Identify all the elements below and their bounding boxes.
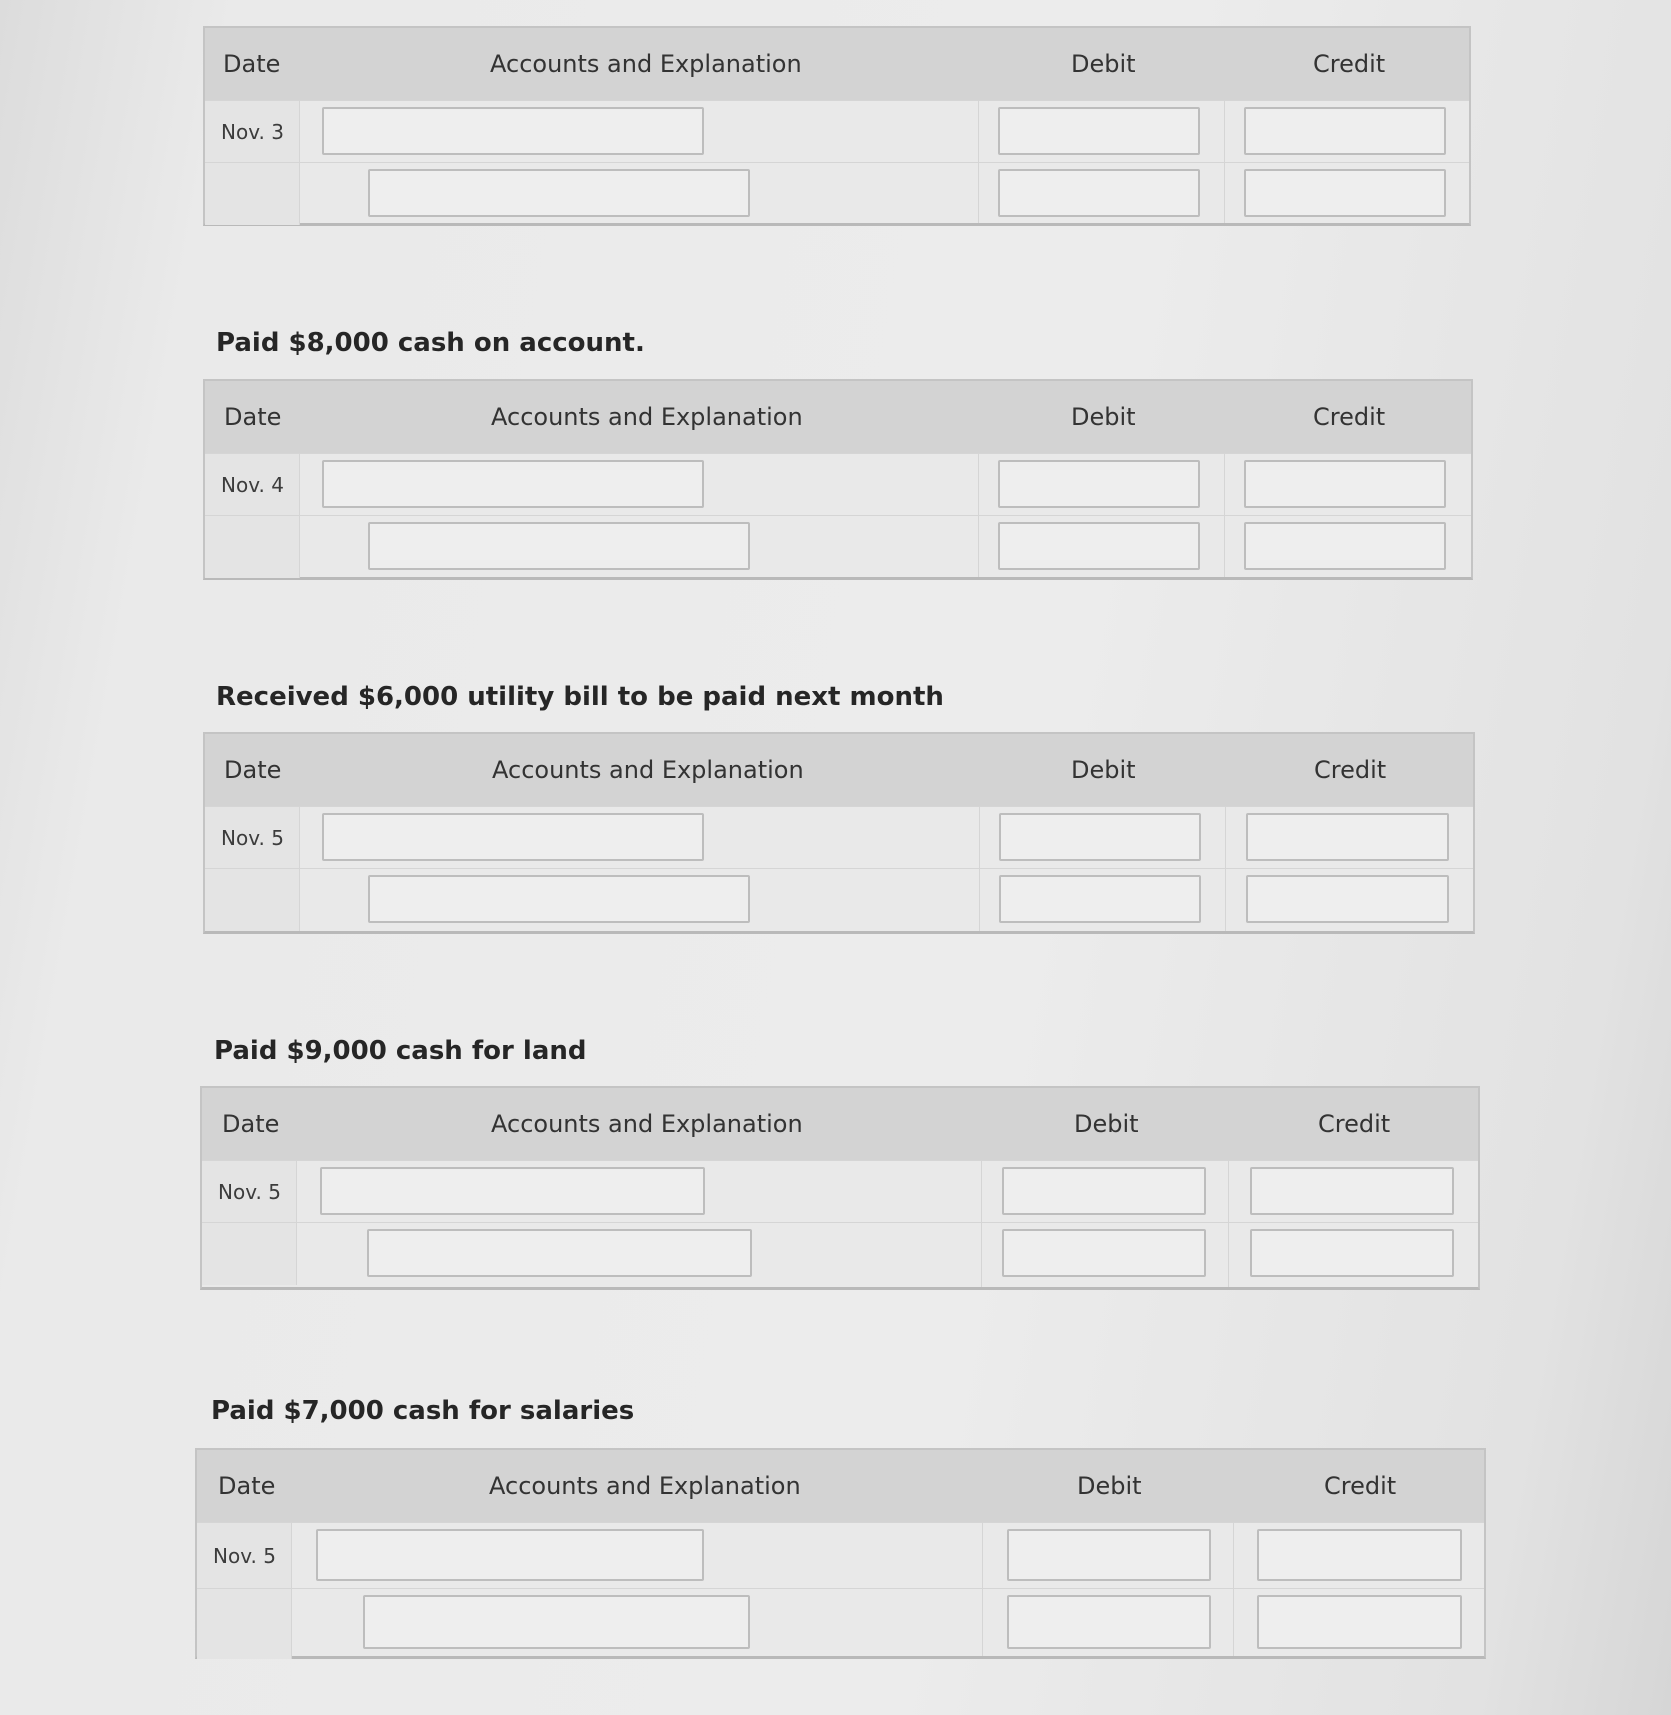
credit-input[interactable] <box>1250 1167 1454 1215</box>
account-input-indented[interactable] <box>368 522 750 570</box>
journal-row-debit <box>205 806 1473 869</box>
debit-input[interactable] <box>1007 1595 1211 1649</box>
table-header <box>205 381 1471 453</box>
journal-row-debit <box>205 453 1471 516</box>
credit-input[interactable] <box>1257 1595 1462 1649</box>
header-date: Date <box>224 756 282 784</box>
journal-table-nov5-salaries <box>195 1448 1486 1659</box>
entry-date: Nov. 5 <box>213 1544 276 1568</box>
transaction-prompt: Paid $7,000 cash for salaries <box>211 1396 635 1426</box>
debit-input[interactable] <box>998 522 1200 570</box>
table-header <box>205 28 1469 100</box>
header-debit: Debit <box>1077 1472 1142 1500</box>
header-date: Date <box>222 1110 280 1138</box>
transaction-prompt: Paid $8,000 cash on account. <box>216 328 645 358</box>
credit-input[interactable] <box>1246 875 1449 923</box>
credit-input[interactable] <box>1244 169 1446 217</box>
journal-table-nov5-utility <box>203 732 1475 934</box>
journal-row-credit <box>205 162 1469 225</box>
header-debit: Debit <box>1071 756 1136 784</box>
credit-input[interactable] <box>1244 107 1446 155</box>
credit-input[interactable] <box>1257 1529 1462 1581</box>
credit-input[interactable] <box>1246 813 1449 861</box>
account-input[interactable] <box>322 107 704 155</box>
header-accounts: Accounts and Explanation <box>492 756 804 784</box>
header-accounts: Accounts and Explanation <box>491 403 803 431</box>
debit-input[interactable] <box>999 875 1201 923</box>
account-input-indented[interactable] <box>368 875 750 923</box>
journal-row-credit <box>205 868 1473 931</box>
header-debit: Debit <box>1071 403 1136 431</box>
header-credit: Credit <box>1313 50 1386 78</box>
header-date: Date <box>224 403 282 431</box>
header-accounts: Accounts and Explanation <box>489 1472 801 1500</box>
credit-input[interactable] <box>1244 460 1446 508</box>
journal-row-credit <box>202 1222 1478 1285</box>
table-header <box>202 1088 1478 1160</box>
account-input[interactable] <box>322 813 704 861</box>
debit-input[interactable] <box>1002 1229 1206 1277</box>
journal-row-credit <box>205 515 1471 578</box>
header-accounts: Accounts and Explanation <box>491 1110 803 1138</box>
header-date: Date <box>218 1472 276 1500</box>
journal-row-debit <box>205 100 1469 163</box>
debit-input[interactable] <box>1007 1529 1211 1581</box>
credit-input[interactable] <box>1250 1229 1454 1277</box>
journal-table-nov5-land <box>200 1086 1480 1290</box>
journal-row-debit <box>197 1522 1484 1589</box>
entry-date: Nov. 5 <box>221 826 284 850</box>
account-input[interactable] <box>316 1529 704 1581</box>
table-header <box>197 1450 1484 1522</box>
debit-input[interactable] <box>998 460 1200 508</box>
debit-input[interactable] <box>1002 1167 1206 1215</box>
journal-row-debit <box>202 1160 1478 1223</box>
header-date: Date <box>223 50 281 78</box>
account-input[interactable] <box>320 1167 705 1215</box>
account-input-indented[interactable] <box>363 1595 750 1649</box>
debit-input[interactable] <box>998 107 1200 155</box>
debit-input[interactable] <box>999 813 1201 861</box>
journal-table-nov3 <box>203 26 1471 226</box>
entry-date: Nov. 4 <box>221 473 284 497</box>
header-accounts: Accounts and Explanation <box>490 50 802 78</box>
transaction-prompt: Received $6,000 utility bill to be paid next month <box>216 682 944 712</box>
debit-input[interactable] <box>998 169 1200 217</box>
account-input[interactable] <box>322 460 704 508</box>
journal-table-nov4 <box>203 379 1473 580</box>
entry-date: Nov. 5 <box>218 1180 281 1204</box>
header-credit: Credit <box>1313 403 1386 431</box>
credit-input[interactable] <box>1244 522 1446 570</box>
journal-row-credit <box>197 1588 1484 1659</box>
header-credit: Credit <box>1318 1110 1391 1138</box>
entry-date: Nov. 3 <box>221 120 284 144</box>
header-credit: Credit <box>1314 756 1387 784</box>
header-debit: Debit <box>1071 50 1136 78</box>
account-input-indented[interactable] <box>368 169 750 217</box>
transaction-prompt: Paid $9,000 cash for land <box>214 1036 587 1066</box>
table-header <box>205 734 1473 806</box>
header-credit: Credit <box>1324 1472 1397 1500</box>
header-debit: Debit <box>1074 1110 1139 1138</box>
account-input-indented[interactable] <box>367 1229 752 1277</box>
